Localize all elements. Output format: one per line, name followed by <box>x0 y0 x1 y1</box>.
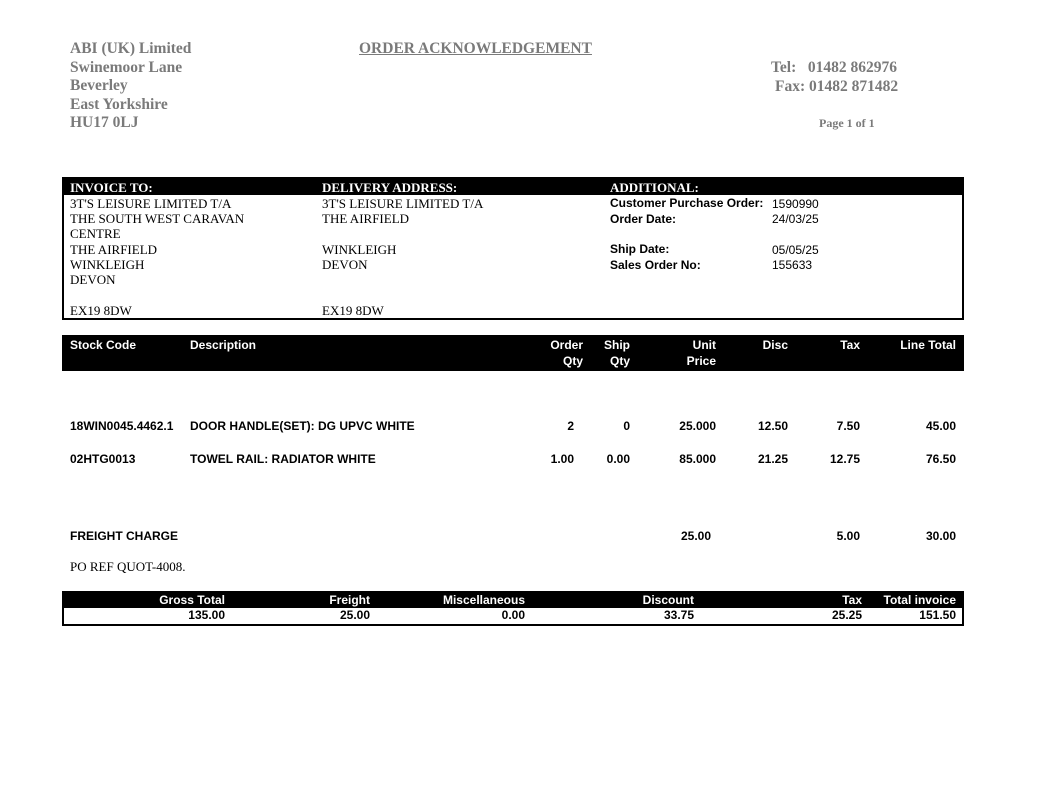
delivery-postcode: EX19 8DW <box>322 303 384 318</box>
delivery-address-line: WINKLEIGH <box>322 242 397 257</box>
order-date-label: Order Date: <box>610 212 677 226</box>
page-number: Page 1 of 1 <box>819 116 875 130</box>
col-unit-price-bottom: Price <box>686 354 716 368</box>
col-line-total: Line Total <box>900 338 956 352</box>
total-invoice-label: Total invoice <box>883 593 956 607</box>
customer-po-value: 1590990 <box>772 197 819 211</box>
item-unit-price: 25.000 <box>679 419 716 433</box>
ship-date-value: 05/05/25 <box>772 243 819 257</box>
item-order-qty: 1.00 <box>550 452 574 466</box>
freight-line-total: 30.00 <box>925 529 956 543</box>
company-postcode: HU17 0LJ <box>70 114 139 131</box>
item-disc: 12.50 <box>757 419 788 433</box>
item-disc: 21.25 <box>757 452 788 466</box>
item-line-total: 76.50 <box>925 452 956 466</box>
sales-order-value: 155633 <box>772 258 813 272</box>
tax-total-value: 25.25 <box>831 608 862 622</box>
invoice-address-line: DEVON <box>70 272 116 287</box>
col-stock-code: Stock Code <box>70 338 137 352</box>
item-tax: 7.50 <box>836 419 860 433</box>
item-stock-code: 18WIN0045.4462.1 <box>70 419 174 433</box>
invoice-address-line: 3T'S LEISURE LIMITED T/A <box>70 196 232 211</box>
customer-po-label: Customer Purchase Order: <box>610 196 764 210</box>
freight-total-value: 25.00 <box>339 608 370 622</box>
invoice-address-line: THE SOUTH WEST CARAVAN <box>70 211 245 226</box>
invoice-address-line: WINKLEIGH <box>70 257 145 272</box>
invoice-address-line: CENTRE <box>70 226 121 241</box>
freight-label: FREIGHT CHARGE <box>70 529 178 543</box>
company-address-line: Beverley <box>70 77 128 94</box>
col-ship-qty-bottom: Qty <box>609 354 630 368</box>
company-name: ABI (UK) Limited <box>70 40 192 57</box>
sales-order-label: Sales Order No: <box>610 258 701 272</box>
item-tax: 12.75 <box>829 452 860 466</box>
items-table-header <box>62 335 964 371</box>
additional-label: ADDITIONAL: <box>610 180 699 195</box>
item-stock-code: 02HTG0013 <box>70 452 136 466</box>
address-panel <box>62 177 964 320</box>
address-header-bar <box>64 179 962 195</box>
contact-block <box>771 59 898 96</box>
freight-tax: 5.00 <box>836 529 860 543</box>
item-unit-price: 85.000 <box>679 452 716 466</box>
col-unit-price-top: Unit <box>692 338 716 352</box>
col-ship-qty-top: Ship <box>604 338 630 352</box>
delivery-address-line: 3T'S LEISURE LIMITED T/A <box>322 196 484 211</box>
totals-header-bar <box>64 593 962 608</box>
invoice-postcode: EX19 8DW <box>70 303 132 318</box>
miscellaneous-value: 0.00 <box>501 608 525 622</box>
item-order-qty: 2 <box>567 419 574 433</box>
item-ship-qty: 0.00 <box>606 452 630 466</box>
col-description: Description <box>190 338 257 352</box>
freight-total-label: Freight <box>329 593 370 607</box>
item-line-total: 45.00 <box>925 419 956 433</box>
ship-date-label: Ship Date: <box>610 242 670 256</box>
company-block <box>70 40 191 133</box>
company-address-line: East Yorkshire <box>70 95 168 113</box>
col-order-qty-bottom: Qty <box>562 354 583 368</box>
order-date-value: 24/03/25 <box>772 212 819 226</box>
delivery-address-line: DEVON <box>322 257 368 272</box>
discount-value: 33.75 <box>663 608 694 622</box>
item-ship-qty: 0 <box>623 419 630 433</box>
miscellaneous-label: Miscellaneous <box>442 593 525 607</box>
company-address-line: Swinemoor Lane <box>70 58 183 76</box>
freight-unit-price: 25.00 <box>680 529 711 543</box>
total-invoice-value: 151.50 <box>919 608 956 622</box>
fax-number: Fax: 01482 871482 <box>775 77 899 95</box>
col-tax: Tax <box>840 338 860 352</box>
invoice-to-label: INVOICE TO: <box>70 180 153 195</box>
item-description: DOOR HANDLE(SET): DG UPVC WHITE <box>190 419 415 433</box>
discount-label: Discount <box>642 593 694 607</box>
col-order-qty-top: Order <box>550 338 583 352</box>
totals-panel <box>62 591 964 626</box>
po-reference: PO REF QUOT-4008. <box>70 559 186 574</box>
invoice-address-line: THE AIRFIELD <box>70 242 158 257</box>
telephone-number: Tel: 01482 862976 <box>771 59 898 76</box>
tax-total-label: Tax <box>842 593 862 607</box>
document-title: ORDER ACKNOWLEDGEMENT <box>359 40 592 57</box>
gross-total-label: Gross Total <box>159 593 225 607</box>
item-description: TOWEL RAIL: RADIATOR WHITE <box>190 452 376 466</box>
delivery-address-line: THE AIRFIELD <box>322 211 410 226</box>
delivery-address-label: DELIVERY ADDRESS: <box>322 180 458 195</box>
col-disc: Disc <box>762 338 788 352</box>
gross-total-value: 135.00 <box>188 608 225 622</box>
